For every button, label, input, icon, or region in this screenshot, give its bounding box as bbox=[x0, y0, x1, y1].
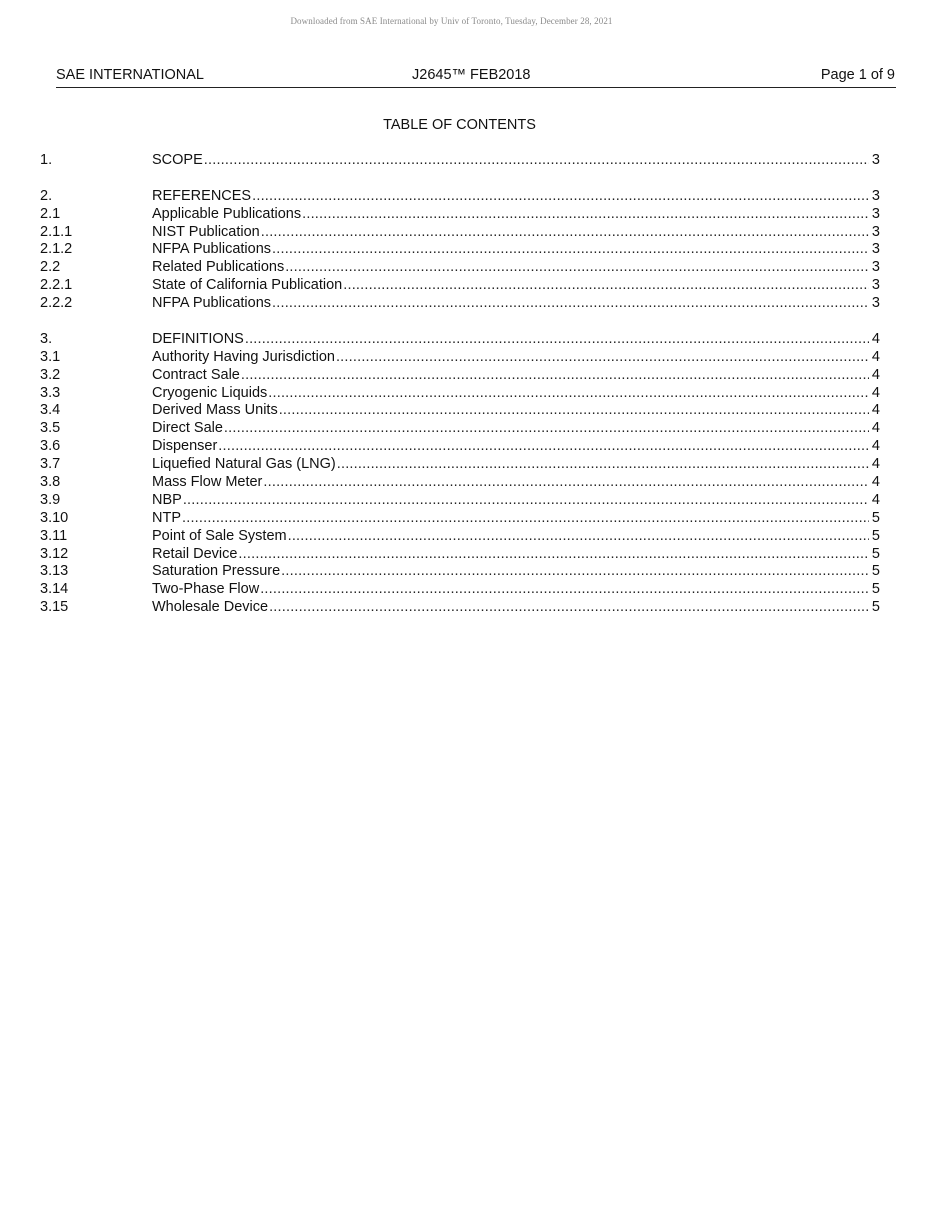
toc-entry-page: 4 bbox=[871, 474, 880, 491]
toc-entry-page: 3 bbox=[871, 259, 880, 276]
toc-entry-label: Applicable Publications bbox=[152, 205, 302, 222]
toc-entry-label: NTP bbox=[152, 509, 181, 526]
toc-entry-number: 2.2.1 bbox=[40, 277, 73, 294]
toc-entry-1[interactable] bbox=[40, 152, 880, 170]
toc-entry-label: NIST Publication bbox=[152, 223, 260, 240]
download-watermark: Downloaded from SAE International by Univ of Toronto, Tuesday, December 28, 2021 bbox=[290, 16, 613, 26]
toc-title: TABLE OF CONTENTS bbox=[383, 117, 536, 133]
toc-entry-number: 3.10 bbox=[40, 509, 69, 526]
toc-entry-number: 2.1 bbox=[40, 205, 61, 222]
toc-entry-number: 3.1 bbox=[40, 348, 61, 365]
toc-entry-page: 5 bbox=[871, 545, 880, 562]
toc-entry-2-1-2[interactable] bbox=[40, 241, 880, 259]
toc-entry-3-10[interactable] bbox=[40, 510, 880, 528]
toc-entry-number: 2.2.2 bbox=[40, 295, 73, 312]
toc-entry-number: 3. bbox=[40, 330, 53, 347]
dot-leader bbox=[218, 438, 869, 456]
toc-entry-page: 5 bbox=[871, 581, 880, 598]
toc-entry-label: Retail Device bbox=[152, 545, 238, 562]
toc-entry-page: 4 bbox=[871, 438, 880, 455]
toc-entry-label: SCOPE bbox=[152, 152, 203, 168]
toc-entry-label: NFPA Publications bbox=[152, 241, 272, 258]
publisher-name: SAE INTERNATIONAL bbox=[56, 67, 204, 83]
toc-entry-2-2[interactable] bbox=[40, 259, 880, 277]
dot-leader bbox=[261, 224, 869, 242]
toc-entry-number: 3.14 bbox=[40, 581, 69, 598]
dot-leader bbox=[269, 599, 869, 617]
toc-entry-2-1[interactable] bbox=[40, 206, 880, 224]
toc-entry-3-13[interactable] bbox=[40, 563, 880, 581]
toc-entry-label: NBP bbox=[152, 491, 182, 508]
toc-entry-page: 4 bbox=[871, 491, 880, 508]
dot-leader bbox=[204, 152, 869, 170]
toc-entry-label: Point of Sale System bbox=[152, 527, 287, 544]
toc-entry-3-3[interactable] bbox=[40, 385, 880, 403]
toc-entry-3-14[interactable] bbox=[40, 581, 880, 599]
toc-entry-number: 2.2 bbox=[40, 259, 61, 276]
toc-entry-label: Liquefied Natural Gas (LNG) bbox=[152, 456, 336, 473]
table-of-contents bbox=[40, 152, 880, 617]
dot-leader bbox=[336, 349, 869, 367]
toc-entry-number: 3.7 bbox=[40, 456, 61, 473]
toc-entry-3-1[interactable] bbox=[40, 349, 880, 367]
dot-leader bbox=[238, 546, 869, 564]
toc-entry-2-2-1[interactable] bbox=[40, 277, 880, 295]
toc-entry-label: Saturation Pressure bbox=[152, 563, 281, 580]
toc-entry-3-12[interactable] bbox=[40, 546, 880, 564]
toc-entry-number: 3.15 bbox=[40, 599, 69, 616]
toc-entry-number: 3.9 bbox=[40, 491, 61, 508]
toc-entry-page: 5 bbox=[871, 509, 880, 526]
toc-entry-label: Authority Having Jurisdiction bbox=[152, 348, 335, 365]
dot-leader bbox=[272, 241, 869, 259]
toc-entry-2-2-2[interactable] bbox=[40, 295, 880, 313]
dot-leader bbox=[288, 528, 869, 546]
toc-entry-2[interactable] bbox=[40, 188, 880, 206]
dot-leader bbox=[252, 188, 869, 206]
page-header bbox=[56, 67, 896, 88]
toc-entry-page: 4 bbox=[871, 366, 880, 383]
toc-entry-number: 3.5 bbox=[40, 420, 61, 437]
toc-entry-3-7[interactable] bbox=[40, 456, 880, 474]
toc-entry-label: Derived Mass Units bbox=[152, 402, 278, 419]
toc-entry-number: 2.1.1 bbox=[40, 223, 73, 240]
toc-entry-number: 3.2 bbox=[40, 366, 61, 383]
toc-entry-number: 3.8 bbox=[40, 474, 61, 491]
toc-entry-page: 4 bbox=[871, 330, 880, 347]
toc-entry-number: 2.1.2 bbox=[40, 241, 73, 258]
dot-leader bbox=[182, 510, 869, 528]
dot-leader bbox=[224, 420, 869, 438]
toc-entry-number: 3.12 bbox=[40, 545, 69, 562]
toc-entry-page: 3 bbox=[871, 205, 880, 222]
dot-leader bbox=[263, 474, 869, 492]
toc-entry-3-6[interactable] bbox=[40, 438, 880, 456]
toc-entry-page: 3 bbox=[871, 277, 880, 294]
toc-entry-number: 1. bbox=[40, 152, 53, 168]
toc-entry-number: 3.4 bbox=[40, 402, 61, 419]
dot-leader bbox=[281, 563, 869, 581]
toc-entry-number: 3.11 bbox=[40, 527, 68, 544]
toc-entry-3-11[interactable] bbox=[40, 528, 880, 546]
toc-entry-page: 5 bbox=[871, 599, 880, 616]
toc-entry-label: Contract Sale bbox=[152, 366, 240, 383]
toc-entry-page: 4 bbox=[871, 348, 880, 365]
toc-entry-label: Cryogenic Liquids bbox=[152, 384, 268, 401]
toc-entry-3[interactable] bbox=[40, 331, 880, 349]
toc-entry-3-9[interactable] bbox=[40, 492, 880, 510]
toc-entry-label: Wholesale Device bbox=[152, 599, 269, 616]
dot-leader bbox=[260, 581, 869, 599]
toc-entry-label: Related Publications bbox=[152, 259, 285, 276]
toc-entry-label: State of California Publication bbox=[152, 277, 343, 294]
toc-entry-3-8[interactable] bbox=[40, 474, 880, 492]
toc-entry-label: Mass Flow Meter bbox=[152, 474, 263, 491]
toc-entry-page: 5 bbox=[871, 563, 880, 580]
toc-entry-number: 3.13 bbox=[40, 563, 69, 580]
toc-entry-page: 3 bbox=[871, 223, 880, 240]
toc-entry-label: DEFINITIONS bbox=[152, 330, 244, 347]
toc-entry-page: 4 bbox=[871, 384, 880, 401]
toc-entry-page: 4 bbox=[871, 402, 880, 419]
dot-leader bbox=[279, 402, 869, 420]
toc-entry-page: 5 bbox=[871, 527, 880, 544]
toc-entry-label: REFERENCES bbox=[152, 187, 252, 204]
dot-leader bbox=[241, 367, 869, 385]
toc-entry-label: NFPA Publications bbox=[152, 295, 272, 312]
toc-entry-3-2[interactable] bbox=[40, 367, 880, 385]
dot-leader bbox=[285, 259, 869, 277]
toc-entry-label: Two-Phase Flow bbox=[152, 581, 260, 598]
toc-entry-3-4[interactable] bbox=[40, 402, 880, 420]
toc-entry-page: 3 bbox=[871, 295, 880, 312]
toc-entry-number: 3.3 bbox=[40, 384, 61, 401]
dot-leader bbox=[343, 277, 869, 295]
dot-leader bbox=[302, 206, 869, 224]
toc-entry-page: 3 bbox=[871, 241, 880, 258]
page-number: Page 1 of 9 bbox=[820, 67, 895, 83]
toc-entry-page: 4 bbox=[871, 456, 880, 473]
toc-entry-number: 2. bbox=[40, 187, 53, 204]
document-number: J2645™ FEB2018 bbox=[412, 67, 531, 83]
dot-leader bbox=[245, 331, 869, 349]
dot-leader bbox=[337, 456, 869, 474]
toc-entry-label: Dispenser bbox=[152, 438, 218, 455]
toc-entry-number: 3.6 bbox=[40, 438, 61, 455]
toc-entry-page: 3 bbox=[871, 187, 880, 204]
toc-entry-label: Direct Sale bbox=[152, 420, 223, 437]
dot-leader bbox=[272, 295, 869, 313]
toc-entry-page: 4 bbox=[871, 420, 880, 437]
toc-entry-3-15[interactable] bbox=[40, 599, 880, 617]
dot-leader bbox=[268, 385, 869, 403]
toc-entry-3-5[interactable] bbox=[40, 420, 880, 438]
dot-leader bbox=[183, 492, 869, 510]
toc-entry-page: 3 bbox=[871, 152, 880, 168]
toc-entry-2-1-1[interactable] bbox=[40, 224, 880, 242]
